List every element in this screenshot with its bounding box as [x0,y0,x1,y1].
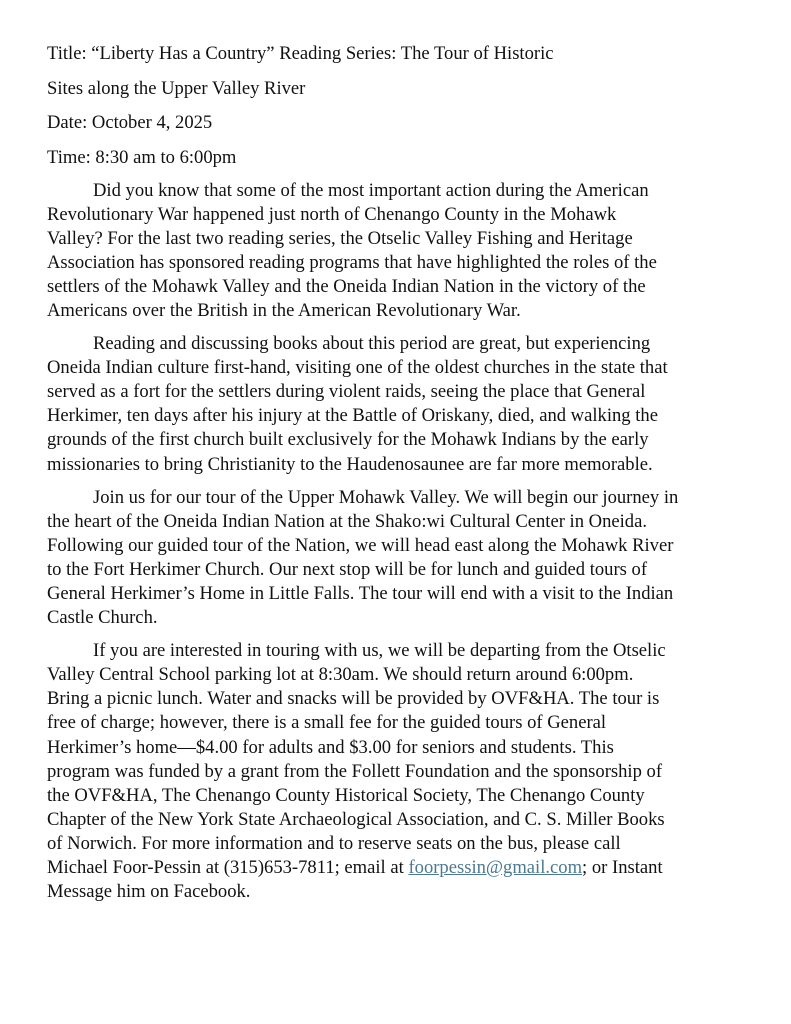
text-line: Chapter of the New York State Archaeological Association, and C. S. Miller Books [47,808,665,830]
event-title-line-2: Sites along the Upper Valley River [47,77,306,99]
text-line: free of charge; however, there is a small fee for the guided tours of General [47,712,607,734]
text-line: to the Fort Herkimer Church. Our next stop will be for lunch and guided tours of [47,558,648,580]
paragraph-logistics [47,639,747,904]
text-line: Join us for our tour of the Upper Mohawk Valley. We will begin our journey in [93,486,679,508]
text-line: General Herkimer’s Home in Little Falls. The tour will end with a visit to the Indian [47,583,674,604]
contact-suffix: ; or Instant [582,857,663,879]
text-line: Message him on Facebook. [47,881,251,903]
event-title-line-1: Title: “Liberty Has a Country” Reading Series: The Tour of Historic [47,43,554,64]
text-line: Revolutionary War happened just north of Chenango County in the Mohawk [47,203,617,225]
text-line: the OVF&HA, The Chenango County Historical Society, The Chenango County [47,784,645,806]
text-line: Valley Central School parking lot at 8:30am. We should return around 6:00pm. [47,664,634,686]
text-line: Reading and discussing books about this period are great, but experiencing [93,333,651,355]
text-line: Did you know that some of the most important action during the American [93,179,649,201]
text-line: of Norwich. For more information and to reserve seats on the bus, please call [47,832,621,854]
text-line: Association has sponsored reading programs that have highlighted the roles of the [47,251,657,273]
email-link[interactable]: foorpessin@gmail.com [408,857,583,879]
event-time: Time: 8:30 am to 6:00pm [47,146,237,168]
text-line: Oneida Indian culture first-hand, visiting one of the oldest churches in the state that [47,357,668,379]
text-line: grounds of the first church built exclusively for the Mohawk Indians by the early [47,429,649,451]
text-line: settlers of the Mohawk Valley and the Oneida Indian Nation in the victory of the [47,275,646,297]
text-line: Herkimer, ten days after his injury at the Battle of Oriskany, died, and walking the [47,405,658,427]
text-line: missionaries to bring Christianity to the Haudenosaunee are far more memorable. [47,453,653,475]
text-line: Americans over the British in the American Revolutionary War. [47,299,521,321]
text-line: Following our guided tour of the Nation, we will head east along the Mohawk River [47,534,674,556]
text-line: program was funded by a grant from the Follett Foundation and the sponsorship of [47,760,663,782]
event-date: Date: October 4, 2025 [47,112,213,133]
text-line: the heart of the Oneida Indian Nation at the Shako:wi Cultural Center in Oneida. [47,510,647,532]
text-line: Castle Church. [47,607,158,629]
contact-line [47,856,747,880]
paragraph-experience [47,332,747,477]
paragraph-intro [47,179,747,324]
text-line: If you are interested in touring with us, we will be departing from the Otselic [93,640,666,662]
text-line: Herkimer’s home—$4.00 for adults and $3.00 for seniors and students. This [47,736,614,758]
text-line: served as a fort for the settlers during violent raids, seeing the place that General [47,381,646,403]
text-line: Valley? For the last two reading series, the Otselic Valley Fishing and Heritage [47,227,633,249]
text-line: Bring a picnic lunch. Water and snacks will be provided by OVF&HA. The tour is [47,688,660,710]
contact-prefix: Michael Foor-Pessin at (315)653-7811; email at [47,857,409,879]
paragraph-itinerary [47,486,747,631]
